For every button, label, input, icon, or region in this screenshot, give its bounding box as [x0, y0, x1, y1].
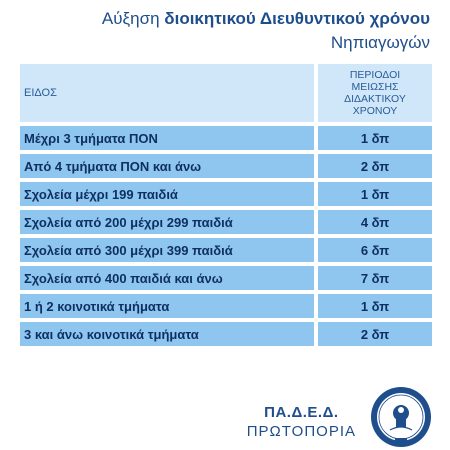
header-type: ΕΙΔΟΣ — [20, 64, 314, 122]
row-value: 1 δπ — [318, 126, 432, 150]
row-value: 2 δπ — [318, 154, 432, 178]
page-title — [102, 8, 430, 54]
row-label: Από 4 τμήματα ΠΟΝ και άνω — [20, 154, 314, 178]
reduction-table — [20, 64, 432, 350]
row-value: 7 δπ — [318, 266, 432, 290]
title-line-1 — [102, 8, 430, 30]
table-row — [20, 126, 432, 150]
table-row — [20, 266, 432, 290]
row-label: Μέχρι 3 τμήματα ΠΟΝ — [20, 126, 314, 150]
row-value: 4 δπ — [318, 210, 432, 234]
seal-logo-icon — [370, 386, 432, 448]
org-subtitle: ΠΡΩΤΟΠΟΡΙΑ — [246, 423, 356, 440]
row-value: 1 δπ — [318, 182, 432, 206]
row-label: 3 και άνω κοινοτικά τμήματα — [20, 322, 314, 346]
row-value: 1 δπ — [318, 294, 432, 318]
title-bold: διοικητικού Διευθυντικού χρόνου — [164, 9, 430, 28]
row-label: Σχολεία από 200 μέχρι 299 παιδιά — [20, 210, 314, 234]
table-row — [20, 154, 432, 178]
row-value: 6 δπ — [318, 238, 432, 262]
table-row — [20, 294, 432, 318]
row-label: Σχολεία από 400 παιδιά και άνω — [20, 266, 314, 290]
organization-name — [247, 404, 356, 440]
table-row — [20, 182, 432, 206]
table-row — [20, 322, 432, 346]
org-title: ΠΑ.Δ.Ε.Δ. — [264, 404, 339, 421]
table-row — [20, 238, 432, 262]
title-prefix: Αύξηση — [101, 9, 165, 28]
row-value: 2 δπ — [318, 322, 432, 346]
row-label: 1 ή 2 κοινοτικά τμήματα — [20, 294, 314, 318]
table-header — [20, 64, 432, 122]
row-label: Σχολεία μέχρι 199 παιδιά — [20, 182, 314, 206]
header-periods: ΠΕΡΙΟΔΟΙ ΜΕΙΩΣΗΣ ΔΙΔΑΚΤΙΚΟΥ ΧΡΟΝΟΥ — [318, 64, 432, 122]
title-line-2: Νηπιαγωγών — [330, 33, 430, 52]
row-label: Σχολεία από 300 μέχρι 399 παιδιά — [20, 238, 314, 262]
table-row — [20, 210, 432, 234]
